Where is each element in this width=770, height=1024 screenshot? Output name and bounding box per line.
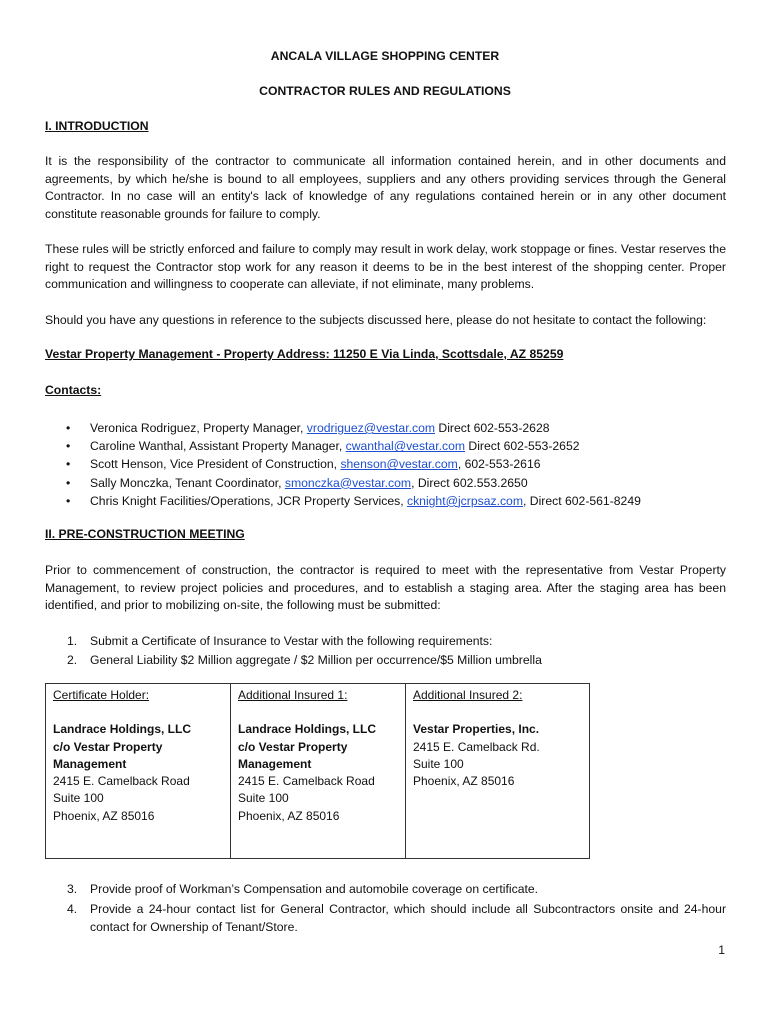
requirement-item: [45, 879, 726, 900]
contact-email-link[interactable]: cknight@jcrpsaz.com: [406, 493, 523, 508]
holder-suite: Suite 100: [53, 791, 104, 806]
contact-item: [45, 419, 735, 437]
contact-phone: , Direct 602-561-8249: [523, 493, 641, 508]
contact-item: [45, 455, 735, 473]
holder-care-of-2: Management: [53, 756, 127, 771]
bullet-icon: •: [66, 457, 71, 472]
requirements-list-a: [45, 632, 726, 669]
insured1-city: Phoenix, AZ 85016: [238, 808, 340, 823]
document-title: ANCALA VILLAGE SHOPPING CENTER: [270, 49, 500, 63]
certificate-holder-cell: [46, 684, 231, 859]
intro-paragraph-2: These rules will be strictly enforced and failure to comply may result in work delay, work stoppage or fines. Vestar reserves the right to request the Contractor stop work for any reason it deems to be in the best interest of the shopping center. Proper communication and willingness to cooperate can alleviate, if not eliminate, many problems.: [45, 242, 726, 291]
requirement-number: 1.: [67, 634, 78, 648]
additional-insured-1-header: Additional Insured 1:: [238, 688, 348, 702]
bullet-icon: •: [66, 421, 71, 435]
pre-construction-heading: II. PRE-CONSTRUCTION MEETING: [45, 527, 245, 541]
insured2-city: Phoenix, AZ 85016: [413, 774, 515, 789]
insured1-care-of: c/o Vestar Property: [238, 739, 348, 754]
contact-email-link[interactable]: vrodriguez@vestar.com: [306, 421, 435, 435]
insured2-suite: Suite 100: [413, 756, 464, 771]
contact-email-link[interactable]: smonczka@vestar.com: [284, 475, 412, 490]
contact-text: Scott Henson, Vice President of Construction,: [90, 457, 341, 472]
contact-text: Chris Knight Facilities/Operations, JCR Property Services,: [90, 493, 407, 508]
contacts-list: [45, 419, 735, 510]
contact-text: Veronica Rodriguez, Property Manager,: [90, 421, 307, 435]
requirement-number: 4.: [67, 901, 78, 916]
insured1-name: Landrace Holdings, LLC: [238, 722, 377, 737]
requirement-number: 2.: [67, 652, 78, 667]
contact-phone: , 602-553-2616: [457, 457, 541, 472]
intro-paragraph-3: Should you have any questions in reference to the subjects discussed here, please do not hesitate to contact the following:: [45, 313, 707, 327]
contact-item: [45, 492, 735, 510]
bullet-icon: •: [66, 493, 71, 508]
requirement-text: Provide proof of Workman’s Compensation and automobile coverage on certificate.: [90, 882, 539, 896]
holder-city: Phoenix, AZ 85016: [53, 808, 155, 823]
contact-text: Sally Monczka, Tenant Coordinator,: [90, 475, 285, 490]
certificate-table: [45, 683, 590, 859]
requirement-item: [45, 900, 726, 937]
requirement-number: 3.: [67, 882, 78, 896]
intro-heading: I. INTRODUCTION: [45, 119, 149, 133]
requirement-item: [45, 632, 726, 651]
property-address-line: Vestar Property Management - Property Address: 11250 E Via Linda, Scottsdale, AZ 85259: [45, 347, 564, 361]
page-number: 1: [718, 943, 725, 957]
additional-insured-1-cell: [231, 684, 406, 859]
insured2-street: 2415 E. Camelback Rd.: [413, 739, 540, 754]
contact-phone: , Direct 602.553.2650: [411, 475, 528, 490]
contact-phone: Direct 602-553-2628: [435, 421, 550, 435]
requirement-text: General Liability $2 Million aggregate / $2 Million per occurrence/$5 Million umbrella: [90, 652, 542, 667]
requirement-text: Provide a 24-hour contact list for General Contractor, which should include all Subcontractors onsite and 24-hour contact for Ownership of Tenant/Store.: [90, 901, 726, 934]
contacts-heading: Contacts:: [45, 383, 102, 397]
bullet-icon: •: [66, 439, 71, 454]
intro-paragraph-1: It is the responsibility of the contractor to communicate all information contained herein, and in other documents and agreements, by which he/she is bound to all employees, suppliers and any others providing services through the General Contractor. In no case will an entity's lack of knowledge of any regulations contained herein or in any other document constitute reasonable grounds for failure to comply.: [45, 154, 726, 221]
contact-email-link[interactable]: shenson@vestar.com: [340, 457, 458, 472]
document-subtitle: CONTRACTOR RULES AND REGULATIONS: [259, 84, 511, 98]
insured1-street: 2415 E. Camelback Road: [238, 774, 375, 789]
requirements-list-b: [45, 879, 726, 937]
certificate-holder-header: Certificate Holder:: [53, 688, 150, 702]
holder-name: Landrace Holdings, LLC: [53, 722, 192, 737]
insured1-care-of-2: Management: [238, 756, 312, 771]
insured1-suite: Suite 100: [238, 791, 289, 806]
requirement-item: [45, 651, 726, 670]
contact-email-link[interactable]: cwanthal@vestar.com: [345, 439, 466, 454]
contact-phone: Direct 602-553-2652: [465, 439, 580, 454]
holder-care-of: c/o Vestar Property: [53, 739, 163, 754]
additional-insured-2-header: Additional Insured 2:: [413, 688, 523, 702]
holder-street: 2415 E. Camelback Road: [53, 774, 190, 789]
contact-item: [45, 474, 735, 492]
requirement-text: Submit a Certificate of Insurance to Vestar with the following requirements:: [90, 634, 493, 648]
contact-item: [45, 437, 735, 455]
bullet-icon: •: [66, 475, 71, 490]
contact-text: Caroline Wanthal, Assistant Property Manager,: [90, 439, 346, 454]
additional-insured-2-cell: [406, 684, 590, 859]
pre-construction-paragraph: Prior to commencement of construction, the contractor is required to meet with the representative from Vestar Property Management, to review project policies and procedures, and to establish a staging area. After the staging area has been identified, and prior to mobilizing on-site, the following must be submitted:: [45, 563, 726, 612]
insured2-name: Vestar Properties, Inc.: [413, 722, 540, 737]
